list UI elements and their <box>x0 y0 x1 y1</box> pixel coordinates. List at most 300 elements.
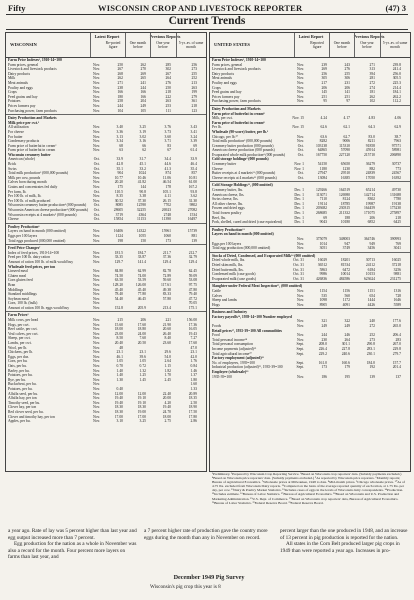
table-cell: 46.1 <box>116 354 123 359</box>
table-header <box>6 33 206 58</box>
table-cell: 3.10 <box>116 419 123 424</box>
table-cell: 45.40 <box>114 287 123 292</box>
table-cell: 17.80 <box>188 414 197 419</box>
report-month: Nov. <box>92 250 100 255</box>
report-month: Nov. <box>296 288 304 293</box>
table-cell: 8211 <box>367 139 375 144</box>
table-cell: 11390 <box>161 217 171 222</box>
report-month: Nov. <box>92 103 100 108</box>
previous-reports-label: Previous Reports <box>353 34 385 39</box>
table-cell: 271 <box>369 62 375 67</box>
table-cell: 239.8 <box>392 62 401 67</box>
row-label: Farm Price Indexes¹, 1910-14=100 <box>8 58 62 62</box>
row-label: Milk, per cwt. <box>212 116 233 121</box>
table-cell: 8905 <box>319 302 327 307</box>
row-label: Potatoes <box>8 99 21 104</box>
report-month: Nov. <box>92 414 100 419</box>
table-cell: 81534 <box>340 262 350 267</box>
table-cell: 4.17 <box>343 116 350 121</box>
report-month: Nov. <box>92 255 100 260</box>
table-cell: 129266 <box>315 188 327 193</box>
table-cell: 66 <box>142 143 146 148</box>
table-row <box>210 220 410 225</box>
table-cell: 36512 <box>317 262 327 267</box>
row-label: Dairy products <box>8 71 31 76</box>
report-month: Nov. <box>92 331 100 336</box>
report-month: Sept. <box>296 360 304 365</box>
row-label: Linseed meal <box>8 269 28 274</box>
table-cell: 535 <box>321 293 327 298</box>
report-month: Dec. 1 <box>294 211 304 215</box>
column-header: 5-yr. av. of same month <box>178 41 204 50</box>
table-cell: 105.1 <box>162 189 171 194</box>
table-cell: 5589 <box>393 302 401 307</box>
report-month: Nov. <box>296 246 304 251</box>
table-cell: 74.00 <box>137 273 146 278</box>
table-cell: 10153 <box>365 272 375 277</box>
table-section <box>6 58 206 113</box>
table-cell: 28605 <box>113 208 123 212</box>
table-cell: 79.40 <box>188 292 197 297</box>
table-cell: 8.50 <box>116 336 123 341</box>
table-cell: 226.4 <box>318 347 327 352</box>
table-region-name: UNITED STATES <box>214 42 250 47</box>
report-month: Oct. <box>93 212 100 217</box>
report-month: Oct. <box>93 166 100 171</box>
table-cell: 23.1 <box>116 350 123 355</box>
report-month: Nov. <box>296 298 304 303</box>
table-cell: 16392 <box>391 175 401 180</box>
report-month: Nov. <box>296 302 304 307</box>
table-cell: 97571 <box>391 143 401 148</box>
row-label: Total agricultural income²⁰ <box>212 351 252 356</box>
table-cell: 179 <box>344 365 350 370</box>
table-cell: 222 <box>165 94 171 99</box>
row-label: Wholesale feed prices, per ton <box>8 264 56 269</box>
column-header: One year before <box>156 41 170 50</box>
table-cell: 218 <box>191 103 197 108</box>
table-cell: 3.34 <box>116 139 123 144</box>
column-header: 5-yr. av. of same month <box>382 41 408 50</box>
report-month: Nov. <box>92 409 100 414</box>
table-cell: 63.50 <box>114 278 123 283</box>
table-cell: 6184 <box>367 267 375 272</box>
table-cell: 267.0 <box>392 342 401 347</box>
table-cell: 8302 <box>367 197 375 202</box>
table-cell: 1.45 <box>139 377 146 382</box>
report-month: Oct. <box>93 162 100 167</box>
table-cell: 1.37 <box>190 373 197 378</box>
table-cell: 3.19 <box>139 129 146 134</box>
table-cell: 164519 <box>338 188 350 193</box>
table-cell: 46.4 <box>190 162 197 167</box>
table-cell: 29.6 <box>164 350 171 355</box>
table-cell: 211.7 <box>162 250 171 255</box>
paragraph: percent larger than the one produced in 1948, and an increase of 13 percent in pig production is reported for the nation. <box>280 528 408 541</box>
table-cell: 78.40 <box>114 292 123 297</box>
table-cell: 306 <box>344 76 350 81</box>
row-label: American cheese production (000 pounds) <box>212 148 275 153</box>
row-label: Feed per 100 lb. dairy ration <box>8 255 50 260</box>
table-cell: 93.8 <box>190 189 197 194</box>
table-cell: 4.83 <box>368 116 375 121</box>
table-row <box>210 303 410 308</box>
table-cell: 12.00 <box>137 391 146 396</box>
table-cell: 272 <box>369 80 375 85</box>
report-month: Nov. <box>92 368 100 373</box>
table-cell: 258 <box>117 99 123 104</box>
table-cell: 33.2 <box>139 166 146 171</box>
table-cell: 215710 <box>363 152 375 157</box>
table-cell: 208.0 <box>318 342 327 347</box>
table-cell: 313 <box>369 67 375 72</box>
table-cell: 24112 <box>365 262 375 267</box>
table-cell: 16497 <box>187 217 197 222</box>
table-cell: 275897 <box>389 211 401 215</box>
table-cell: 201.4 <box>392 365 401 370</box>
table-cell: 22.40 <box>162 391 171 396</box>
row-label: Clover hay, per ton <box>8 405 37 410</box>
table-row <box>6 239 206 244</box>
table-cell: 137 <box>395 374 401 379</box>
table-cell: 1.70 <box>164 373 171 378</box>
table-cell: 1.60 <box>190 382 197 387</box>
table-cell: 17.00 <box>137 414 146 419</box>
table-row <box>210 375 410 380</box>
row-label: Total egg production (000,000 omitted) <box>212 246 271 251</box>
table-cell: 0.40 <box>116 386 123 391</box>
table-cell: 4426 <box>367 302 375 307</box>
table-cell: 175230 <box>389 206 401 211</box>
table-cell: 3.76 <box>164 125 171 130</box>
table-cell: 126980 <box>338 192 350 197</box>
paragraph: All states in the Corn Belt produced larger pig crops in 1949 than were reported a year ago. Increases in pro- <box>280 541 400 554</box>
row-label: Prices farmers pay <box>212 94 240 99</box>
row-label: 1935-39=100 <box>212 374 232 379</box>
table-cell: 283 <box>395 337 401 342</box>
table-cell: 0.84 <box>190 364 197 368</box>
table-cell: 166 <box>140 90 146 95</box>
row-label: Purchasing power, farm products <box>8 108 57 113</box>
row-label: Feed Price Changes⁷ <box>8 246 41 251</box>
table-cell: 16385 <box>340 175 350 180</box>
table-cell: 45.1 <box>139 162 146 167</box>
table-cell: 728 <box>395 293 401 298</box>
table-cell: 19.40 <box>114 400 123 405</box>
row-label: Milk cows, per head <box>8 318 39 323</box>
table-cell: 1024 <box>138 171 146 176</box>
table-cell: 1.40 <box>116 373 123 378</box>
row-label: For butter <box>8 134 23 139</box>
row-label: Veal calves, per cwt. <box>8 331 39 336</box>
table-row <box>6 306 206 311</box>
report-month: Sept. <box>296 351 304 356</box>
table-cell: 4.24 <box>320 116 327 121</box>
table-cell: 1.76 <box>190 359 197 364</box>
row-label: Dairy Production and Markets <box>8 116 57 121</box>
table-cell: 113071 <box>316 192 327 197</box>
table-cell: 10.81 <box>188 175 197 180</box>
report-month: Nov. <box>92 382 100 387</box>
article-column-left <box>8 528 138 561</box>
table-cell: 42.0 <box>190 354 197 359</box>
table-cell: 221 <box>165 318 171 323</box>
table-cell: 65214 <box>365 188 375 193</box>
table-cell: 65650 <box>340 162 350 167</box>
table-cell: 47.80 <box>188 287 197 292</box>
row-label: Farm price of butterfat in cream⁸ <box>212 111 265 116</box>
table-cell: 58981 <box>391 148 401 153</box>
report-month: Nov. <box>92 229 100 234</box>
table-cell: 37218 <box>391 262 401 267</box>
report-month: Nov. <box>92 287 100 292</box>
table-cell: 1055 <box>138 233 146 238</box>
table-cell: 24839 <box>365 171 375 176</box>
table-cell: 18.35 <box>188 396 197 401</box>
table-row <box>6 217 206 222</box>
row-label: Farm prices, general <box>8 62 39 67</box>
table-cell: 97 <box>346 99 350 104</box>
row-label: Wisconsin creamery butter <box>8 152 51 157</box>
row-label: Food <box>212 333 220 338</box>
row-label: Crops <box>212 85 221 90</box>
report-month: Nov. <box>92 129 100 134</box>
report-month: Nov. <box>296 236 304 241</box>
report-month: Nov. <box>92 327 100 332</box>
table-section <box>210 282 410 307</box>
row-label: Evaporated milk (case goods) <box>212 276 256 281</box>
table-cell: 129.4 <box>162 259 171 264</box>
table-cell: 1534 <box>189 212 197 217</box>
table-cell: 264 <box>344 337 350 342</box>
publication-title: WISCONSIN CROP AND LIVESTOCK REPORTER <box>98 3 303 13</box>
report-month: Nov. <box>92 359 100 364</box>
row-label: Dried buttermilk, lbs. <box>212 267 244 272</box>
table-cell: 1180 <box>319 166 327 171</box>
table-cell: 3.71 <box>164 139 171 144</box>
row-label: Feed grains and hay <box>8 94 38 99</box>
table-cell: 61.00 <box>188 180 197 185</box>
report-month: Nov. <box>92 67 100 72</box>
table-cell: 49730 <box>391 188 401 193</box>
table-cell: 4364 <box>138 212 146 217</box>
table-cell: 20.50 <box>137 341 146 346</box>
table-cell: 322 <box>344 319 350 324</box>
table-cell: 214.4 <box>392 85 401 90</box>
table-cell: 426836 <box>315 276 327 281</box>
table-cell: 126.00 <box>135 282 146 287</box>
table-cell: 157.7 <box>392 360 401 365</box>
table-row <box>210 277 410 282</box>
row-label: Farm prices, general <box>212 62 243 67</box>
table-cell: 283.1 <box>366 347 375 352</box>
row-label: Total eggs produced (000,000 omitted) <box>8 238 66 243</box>
table-cell: 305 <box>321 76 327 81</box>
page-number: (47) 3 <box>385 3 406 13</box>
table-cell: 10.46 <box>137 175 146 180</box>
table-cell: 4.06 <box>394 116 401 121</box>
table-cell: 484586 <box>338 276 350 281</box>
table-cell: 188 <box>344 215 350 220</box>
table-body <box>6 58 206 424</box>
table-cell: 24.00 <box>137 331 146 336</box>
table-cell: 262 <box>117 76 123 81</box>
table-cell: 10.77 <box>114 175 123 180</box>
report-month: Nov. <box>92 94 100 99</box>
table-cell: 1.80 <box>190 377 197 382</box>
row-label: Prices farmers pay <box>8 103 36 108</box>
report-month: Nov. <box>92 364 100 368</box>
table-cell: 10014 <box>340 272 350 277</box>
table-cell: 141.4 <box>137 259 146 264</box>
table-cell: 1060 <box>163 233 171 238</box>
report-month: Sept. <box>296 365 304 370</box>
row-label: Total frozen poultry <box>212 211 242 215</box>
report-month: Nov. <box>296 94 304 99</box>
row-label: Layers on hand in month (000 omitted) <box>212 232 274 237</box>
table-cell: 1230 <box>342 166 350 171</box>
table-cell: 82.78 <box>162 269 171 274</box>
table-cell: 9881 <box>393 272 401 277</box>
table-cell: 276 <box>344 67 350 72</box>
row-label: Calves <box>212 293 223 298</box>
table-region-name: WISCONSIN <box>10 42 37 47</box>
report-month: Nov. <box>92 143 100 148</box>
report-month: Oct. <box>93 217 100 222</box>
table-cell: 64865 <box>317 148 327 153</box>
table-cell: 3.24 <box>190 134 197 139</box>
table-cell: 256 <box>191 62 197 67</box>
report-month: Nov. <box>296 139 304 144</box>
table-cell: 41.82 <box>137 180 146 185</box>
table-cell: 8085 <box>115 203 123 208</box>
table-cell: 105 <box>140 108 146 113</box>
row-label: Standard middlings <box>8 292 37 297</box>
report-month: Dec. 1 <box>294 192 304 197</box>
table-cell: 181 <box>369 90 375 95</box>
row-label: American (whole) <box>8 157 35 162</box>
row-label: Stocks of Dried, Condensed, and Evaporated Milk¹⁴ (000 omitted) <box>212 253 316 258</box>
table-cell: 19138 <box>391 201 401 206</box>
row-label: Purchasing power, farm products <box>212 99 261 104</box>
table-cell: 59.60 <box>162 278 171 283</box>
table-cell: 102 <box>369 99 375 104</box>
table-cell: 186 <box>321 374 327 379</box>
report-month: Nov. <box>92 185 100 190</box>
report-month: Nov. <box>92 175 100 180</box>
row-label: Dairy products <box>212 71 235 76</box>
row-label: All utilization <box>8 125 29 130</box>
table-cell: 19.40 <box>114 396 123 401</box>
row-label: Factory payrolls¹⁶, 1939-14=100 Number employed <box>212 314 292 319</box>
table-cell: 3.60 <box>164 134 171 139</box>
table-cell: 3749 <box>342 246 350 251</box>
row-label: Brick <box>8 162 17 167</box>
report-month: Nov. <box>296 134 304 139</box>
table-cell: 18.90 <box>188 405 197 410</box>
report-month: Oct. <box>297 175 304 180</box>
row-label: Creamery butter <box>212 162 237 167</box>
table-cell: 262.2 <box>392 94 401 99</box>
table-cell: 9006 <box>342 139 350 144</box>
row-label: Grains and concentrates fed daily <box>8 185 58 190</box>
table-cell: 243 <box>344 62 350 67</box>
table-cell: 623624 <box>363 276 375 281</box>
table-cell: 218 <box>165 90 171 95</box>
table-cell: 17.00 <box>114 414 123 419</box>
table-cell: 47.72 <box>188 296 197 301</box>
table-cell: 1.46 <box>190 368 197 373</box>
table-cell: 95 <box>323 99 327 104</box>
row-label: Pork, shelled, cured and dried (case equivalent) <box>212 220 283 225</box>
table-cell: 250 <box>117 62 123 67</box>
table-cell: 9043 <box>319 220 327 225</box>
row-label: Retail prices¹⁷, 1935-39=100 All commodities <box>212 328 282 333</box>
table-cell: 250 <box>165 85 171 90</box>
row-label: Hogs <box>212 302 220 307</box>
table-cell: 1.05 <box>139 359 146 364</box>
table-cell: 16025 <box>391 258 401 263</box>
row-label: Crops <box>8 90 17 95</box>
table-body <box>210 58 410 379</box>
table-cell: 142714 <box>363 192 375 197</box>
table-cell: 1.82 <box>164 368 171 373</box>
report-month: Nov. <box>92 322 100 327</box>
table-cell: 17.50 <box>188 409 197 414</box>
table-cell: 18.80 <box>137 327 146 332</box>
table-cell: 262 <box>140 62 146 67</box>
table-cell: 264 <box>165 76 171 81</box>
table-section <box>6 244 206 310</box>
table-cell: 2.64 <box>164 359 171 364</box>
column-header: One month before <box>333 41 351 50</box>
table-cell: 29510 <box>340 171 350 176</box>
table-cell: 1151 <box>367 288 375 293</box>
table-cell: 37.30 <box>137 198 146 203</box>
table-cell: 90.8 <box>139 189 146 194</box>
table-cell: 35.4 <box>190 166 197 171</box>
row-label: Cold Storage Holdings¹², (000 omitted) <box>212 183 273 188</box>
table-cell: 206.4 <box>392 333 401 338</box>
table-cell: 17.60 <box>188 341 197 346</box>
table-cell: 62.6 <box>320 125 327 130</box>
row-label: Business and Industry <box>212 310 248 315</box>
report-month: Dec. 1 <box>294 201 304 206</box>
table-cell: 2.75 <box>164 419 171 424</box>
table-cell: 17.36 <box>188 322 197 327</box>
table-cell: 252 <box>191 76 197 81</box>
table-cell: 215 <box>117 318 123 323</box>
table-cell: 231 <box>344 80 350 85</box>
table-cell: 874 <box>165 171 171 176</box>
table-cell: 62.45 <box>188 269 197 274</box>
table-cell: 160.6 <box>341 360 350 365</box>
table-cell: 1316 <box>393 288 401 293</box>
report-month: Nov. <box>296 62 304 67</box>
report-month: Nov. <box>296 99 304 104</box>
table-cell: 150 <box>140 238 146 243</box>
table-cell: 53.08 <box>188 278 197 283</box>
footnotes: ¹Preliminary. ²Prepared by Wisconsin Crop Reporting Service. ³Based on Wisconsin crop reporters' data. (Subsidy payments excluded.) ⁴Based on Wisconsin price reporters' data. (Subsidy payments excluded.) ⁵As reported by Wisconsin price reporters. ⁶Monthly reports; Bureau of Agricultural Economics. ⁷Wholesale prices at Milwaukee, 1948 to date. ⁸Mid-month prices. ⁹Chicago wholesale prices. ¹⁰As of 4.75 lbs. excluded from Wisconsin Dairy reports. ¹¹Computed on the basis of the average reported quantity of each ration, at 1.75 lbs. per day, per cow. ¹²Dairy & Poultry Market Statistics. ¹³Includes cases of eggs in the levels of Wisconsin dairy correspondents. ¹⁴Production. ¹⁵Includes estimate. ¹⁶Bureau of Labor Statistics. ¹⁷Bureau of Agricultural Economics. ¹⁸Based on Wisconsin and U.S. Production and Marketing Administration. ¹⁹U.S. Dept. of Commerce. ²⁰Based on Wisconsin crop reporters' data, Bureau of Agricultural Economics. ²¹Bureau of Labor Statistics. ²²Federal Reserve Board. ²³Federal Reserve Board. <box>212 472 405 505</box>
table-cell: 141 <box>344 90 350 95</box>
table-cell: 949 <box>369 241 375 246</box>
table-cell: 269 <box>321 67 327 72</box>
table-cell: 268685 <box>315 211 327 215</box>
report-month: Nov. <box>92 296 100 301</box>
table-cell: 129.7 <box>114 259 123 264</box>
row-label: Total milk production³ (000,000 pounds) <box>8 171 69 176</box>
table-section <box>6 311 206 423</box>
